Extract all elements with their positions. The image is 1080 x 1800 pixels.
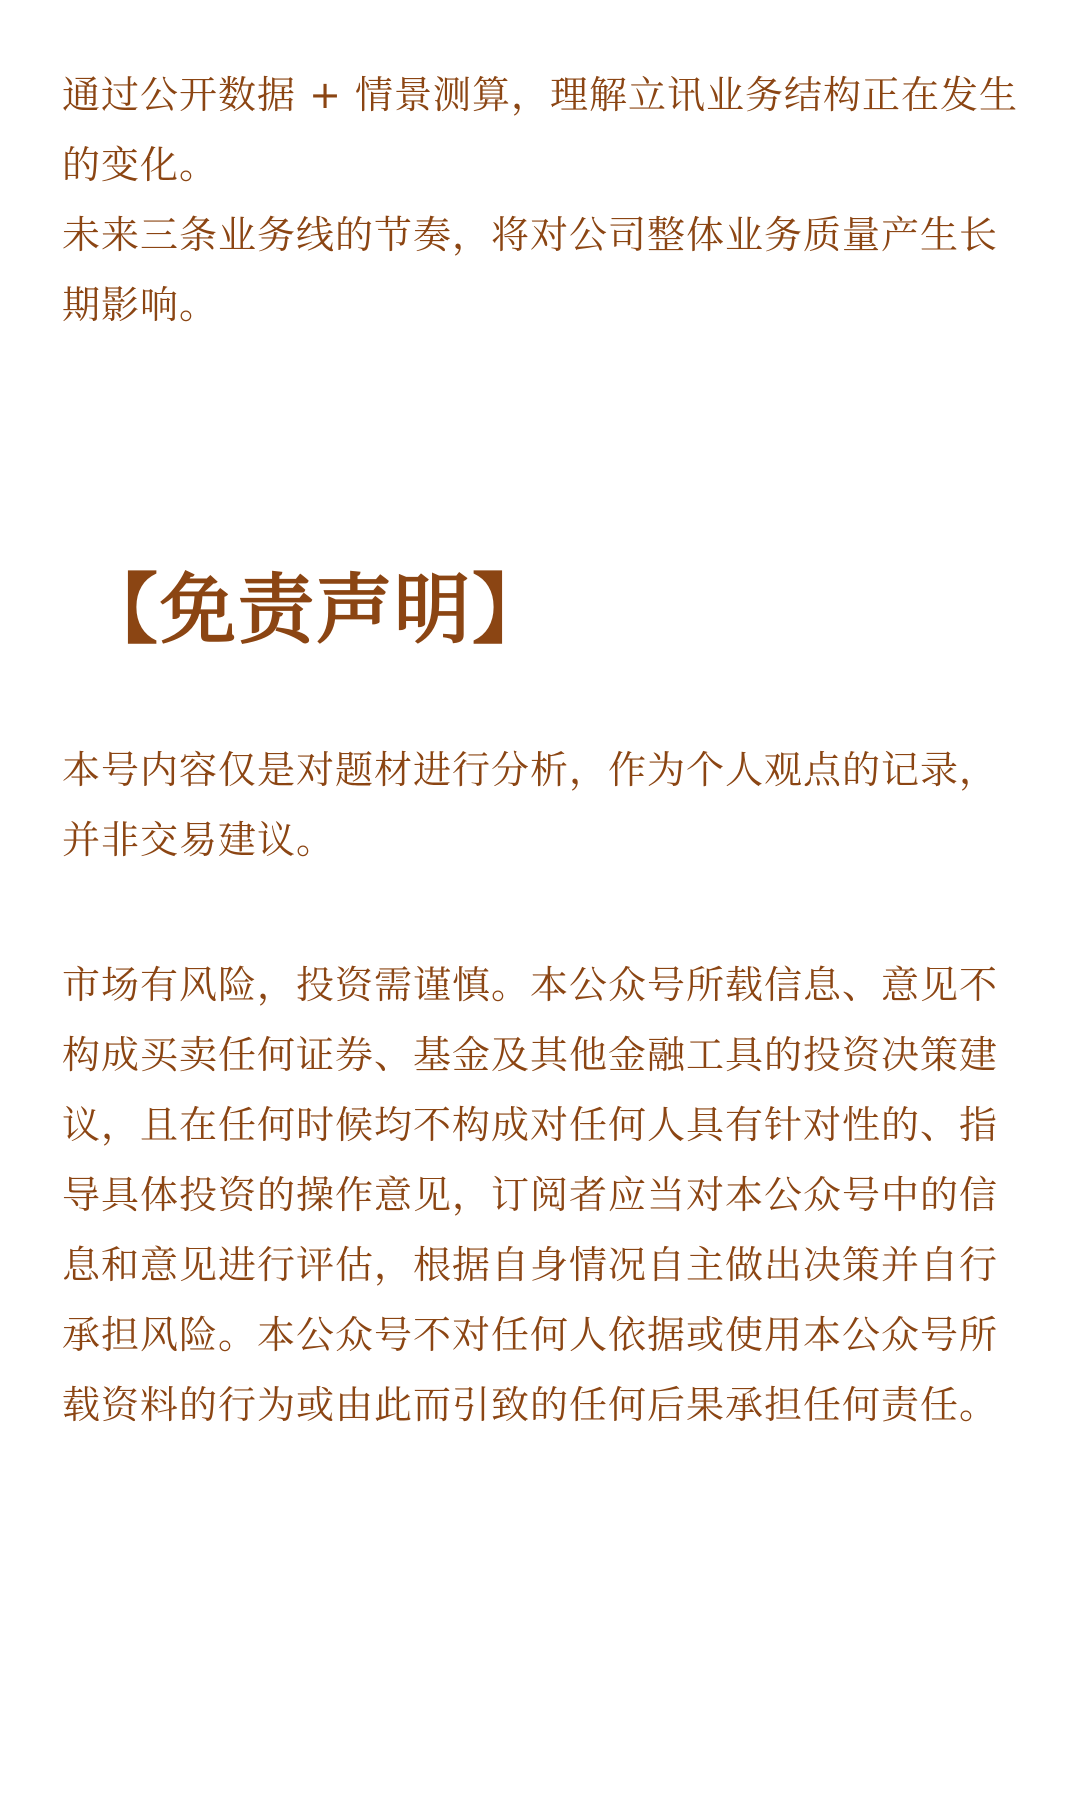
intro-paragraph-2: 未来三条业务线的节奏，将对公司整体业务质量产生长期影响。 (62, 213, 999, 327)
disclaimer-paragraph-1: 本号内容仅是对题材进行分析，作为个人观点的记录，并非交易建议。 (62, 748, 999, 862)
intro-paragraph-1: 通过公开数据 + 情景测算，理解立讯业务结构正在发生的变化。 (62, 73, 1019, 187)
disclaimer-paragraph-2: 市场有风险，投资需谨慎。本公众号所载信息、意见不构成买卖任何证券、基金及其他金融工具的投资决策建议，且在任何时候均不构成对任何人具有针对性的、指导具体投资的操作意见，订阅者应当对本公众号中的信息和意见进行评估，根据自身情况自主做出决策并自行承担风险。本公众号不对任何人依据或使用本公众号所载资料的行为或由此而引致的任何后果承担任何责任。 (62, 963, 999, 1427)
disclaimer-title: 【免责声明】 (82, 565, 550, 654)
